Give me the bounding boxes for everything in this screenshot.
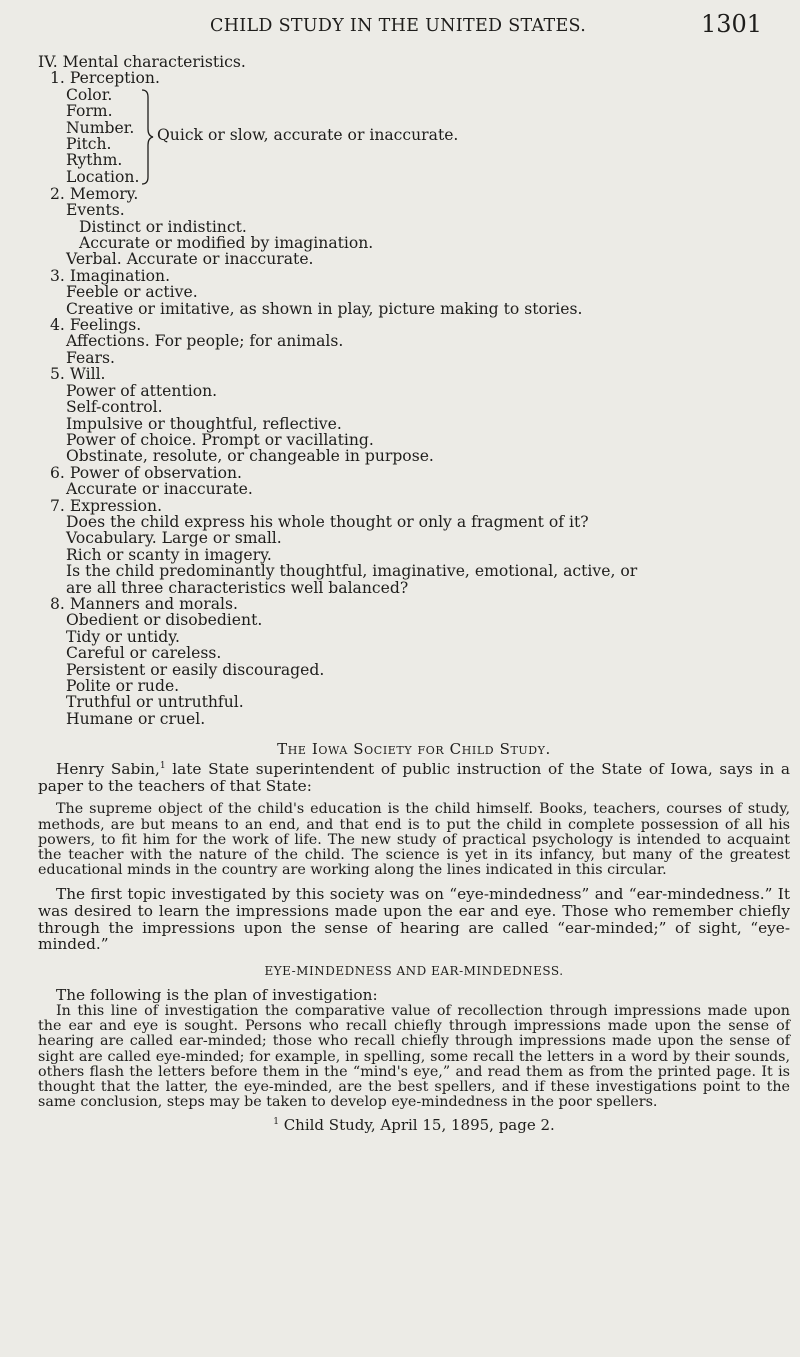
expression-line: Is the child predominantly thoughtful, imaginative, emotional, active, or (66, 562, 638, 581)
footnote-ref: 1 (159, 761, 166, 772)
memory-events: Events. (66, 201, 125, 220)
plan-body: In this line of investigation the comparative value of recollection through impressions made upon the ear and eye is sought. Persons who recall chiefly through impressions made upon the sense of hearing are called ear-minded; those who recall chiefly through impressions made upon the sense of sight are called eye-minded; for example, in spelling, some recall the letters in a word by their sounds, others flash the letters before them in the “mind's eye,” and read them as from the printed page. It is thought that the latter, the eye-minded, are the best spellers, and if these investigations point to the same conclusion, steps may be taken to develop eye-mindedness in the poor spellers. (38, 1002, 790, 1111)
sabin-quote: The supreme object of the child's education is the child himself. Books, teachers, courses of study, methods, are but means to an end, and that end is to put the child in complete possession of all his powers, to fit him for the work of life. The new study of practical psychology is intended to acquaint the teacher with the nature of the child. The science is yet in its infancy, but many of the greatest educational minds in the country are working along the lines indicated in this circular. (38, 801, 790, 879)
perception-item: Color. (66, 85, 113, 104)
imagination-heading: 3. Imagination. (50, 266, 171, 285)
curly-brace (140, 89, 154, 185)
sabin-intro (38, 758, 790, 794)
running-head: CHILD STUDY IN THE UNITED STATES. (210, 16, 587, 36)
manners-line: Truthful or untruthful. (66, 693, 244, 712)
manners-line: Humane or cruel. (66, 709, 206, 728)
manners-line: Polite or rude. (66, 677, 180, 695)
perception-items (66, 87, 139, 185)
memory-verbal: Verbal. Accurate or inaccurate. (66, 250, 314, 269)
observation-heading: 6. Power of observation. (50, 463, 242, 482)
page-body (38, 54, 790, 1134)
sabin-title: late State superintendent of public instruction of the State of Iowa, (165, 760, 713, 779)
will-line: Self-control. (66, 398, 163, 417)
sabin-name: Henry Sabin, (56, 760, 160, 779)
footnote-text: Child Study, April 15, 1895, page 2. (283, 1116, 555, 1135)
expression-line: Vocabulary. Large or small. (66, 529, 282, 548)
footnote (38, 1116, 790, 1134)
body-prose (38, 758, 790, 1110)
manners-line: Tidy or untidy. (66, 627, 180, 646)
page-header (0, 10, 800, 42)
perception-item: Form. (66, 102, 113, 121)
perception-item: Rythm. (66, 151, 123, 170)
imagination-line: Feeble or active. (66, 283, 198, 302)
feelings-line: Fears. (66, 348, 115, 367)
perception-item: Pitch. (66, 135, 112, 154)
plan-intro: The following is the plan of investigation: (56, 986, 378, 1005)
memory-heading: 2. Memory. (50, 184, 139, 203)
expression-line: Rich or scanty in imagery. (66, 545, 272, 564)
eye-ear-subheading: EYE-MINDEDNESS AND EAR-MINDEDNESS. (264, 963, 564, 978)
perception-braced-list (66, 87, 790, 186)
memory-events-line: Accurate or modified by imagination. (79, 234, 374, 253)
footnote-mark: 1 (273, 1117, 279, 1128)
imagination-line: Creative or imitative, as shown in play, picture making to stories. (66, 299, 583, 318)
will-line: Obstinate, resolute, or changeable in purpose. (66, 447, 434, 466)
observation-line: Accurate or inaccurate. (66, 480, 253, 499)
memory-events-line: Distinct or indistinct. (79, 217, 247, 236)
perception-heading: 1. Perception. (50, 69, 160, 88)
society-heading: The Iowa Society for Child Study. (277, 740, 551, 759)
perception-item: Location. (66, 167, 140, 186)
manners-line: Careful or careless. (66, 644, 222, 663)
feelings-heading: 4. Feelings. (50, 316, 142, 335)
will-line: Impulsive or thoughtful, reflective. (66, 414, 342, 433)
will-heading: 5. Will. (50, 365, 106, 384)
first-topic-paragraph: The first topic investigated by this society was on “eye-mindedness” and “ear-mindedness.” It was desired to learn the impressions made upon the ear and eye. Those who remember chiefly through the impressions upon the sense of hearing are called “ear-minded;” of sight, “eye-minded.” (38, 885, 790, 954)
expression-line: Does the child express his whole thought or only a fragment of it? (66, 512, 589, 531)
will-line: Power of choice. Prompt or vacillating. (66, 430, 374, 449)
expression-line: are all three characteristics well balanced? (66, 578, 409, 597)
perception-item: Number. (66, 118, 135, 137)
manners-heading: 8. Manners and morals. (50, 594, 238, 613)
will-line: Power of attention. (66, 381, 218, 400)
sabin-says: says in a paper to the teachers of that State: (38, 760, 790, 795)
manners-line: Persistent or easily discouraged. (66, 660, 325, 679)
expression-heading: 7. Expression. (50, 496, 163, 515)
section-heading: IV. Mental characteristics. (38, 53, 246, 71)
perception-brace-note: Quick or slow, accurate or inaccurate. (157, 125, 459, 144)
page-number: 1301 (701, 10, 763, 38)
mental-characteristics-outline (38, 54, 790, 727)
manners-line: Obedient or disobedient. (66, 611, 263, 630)
feelings-line: Affections. For people; for animals. (66, 332, 344, 351)
